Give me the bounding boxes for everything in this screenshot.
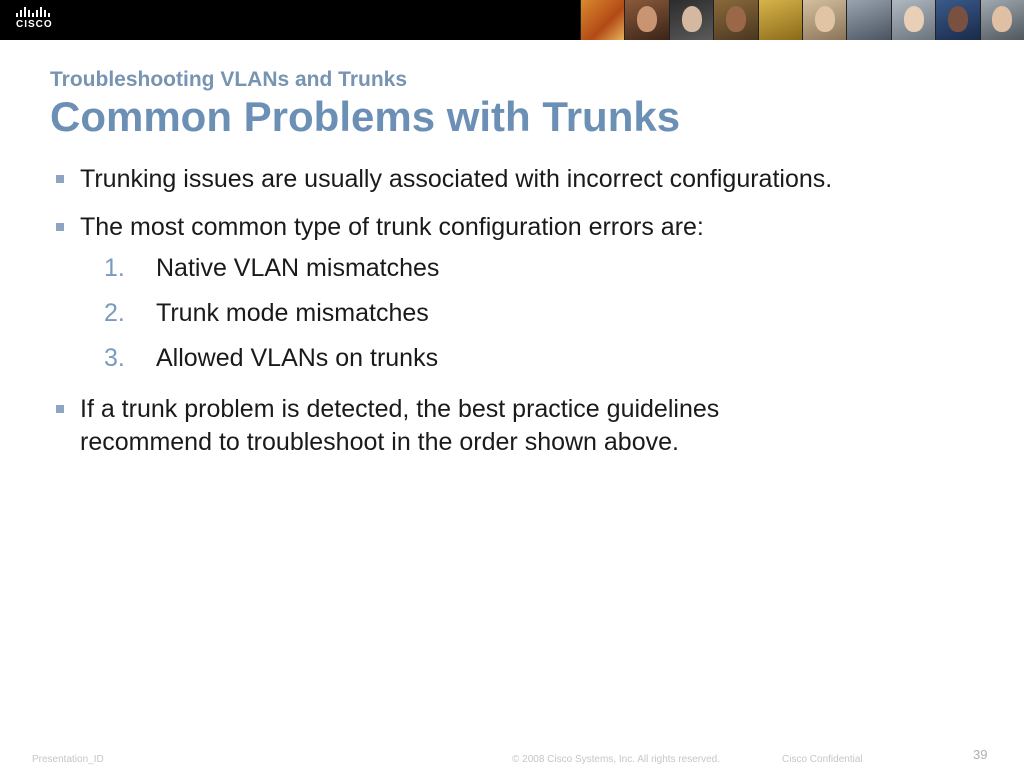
photo-tile <box>846 0 890 40</box>
photo-tile <box>891 0 935 40</box>
footer-copyright: © 2008 Cisco Systems, Inc. All rights reserved. <box>512 754 721 765</box>
square-bullet-icon <box>56 223 64 231</box>
bullet-text: Trunking issues are usually associated with incorrect configurations. <box>80 165 833 193</box>
photo-tile <box>980 0 1024 40</box>
photo-tile <box>669 0 713 40</box>
numbered-item <box>54 291 974 336</box>
slide-content <box>54 163 974 459</box>
photo-tile <box>758 0 802 40</box>
bullet-item <box>54 211 974 244</box>
photo-tile <box>802 0 846 40</box>
numbered-item-text: Native VLAN mismatches <box>156 254 440 282</box>
bullet-text: The most common type of trunk configuration errors are: <box>80 213 704 241</box>
photo-tile <box>624 0 668 40</box>
footer-confidential: Cisco Confidential <box>782 754 863 765</box>
numbered-list <box>54 246 974 381</box>
footer-presentation-id: Presentation_ID <box>32 754 104 765</box>
logo-text: CISCO <box>16 19 53 30</box>
photo-strip <box>580 0 1024 40</box>
bullet-item <box>54 393 840 459</box>
photo-tile <box>935 0 979 40</box>
bullet-item <box>54 163 974 196</box>
numbered-item-text: Trunk mode mismatches <box>156 299 429 327</box>
numbered-item <box>54 336 974 381</box>
slide-title: Common Problems with Trunks <box>50 93 681 140</box>
square-bullet-icon <box>56 175 64 183</box>
photo-tile <box>713 0 757 40</box>
photo-tile <box>580 0 624 40</box>
bullet-text: If a trunk problem is detected, the best practice guidelines recommend to troubleshoot in the order shown above. <box>80 395 720 456</box>
numbered-item-text: Allowed VLANs on trunks <box>156 344 439 372</box>
square-bullet-icon <box>56 405 64 413</box>
numbered-item <box>54 246 974 291</box>
header-bar <box>0 0 1024 40</box>
page-number: 39 <box>973 747 988 762</box>
slide-subtitle: Troubleshooting VLANs and Trunks <box>50 68 408 91</box>
number-marker: 3. <box>104 344 125 372</box>
number-marker: 1. <box>104 254 125 282</box>
number-marker: 2. <box>104 299 125 327</box>
